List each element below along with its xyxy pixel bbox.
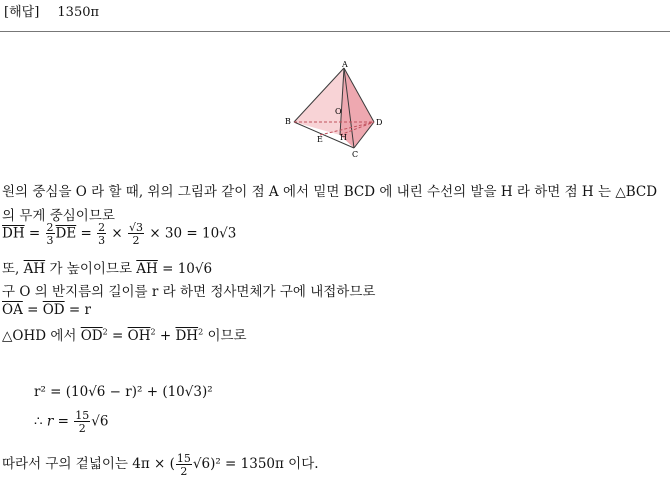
fraction-2-3: $\frac{2}{3}$ [46, 221, 54, 247]
header-divider [0, 31, 670, 32]
answer-value: 1350π [57, 5, 100, 20]
label-e: E [317, 135, 323, 144]
equation-r: ∴ r = $\frac{15}{2}$ √6 [34, 409, 109, 435]
equation-oa-od: $\overline{OA} = \overline{OD} = r$ [2, 302, 91, 318]
tetrahedron-figure [280, 60, 390, 165]
text-line-2: 의 무게 중심이므로 [2, 208, 115, 224]
answer-header [4, 1, 99, 20]
fraction-root3-2: $\frac{√3}{2}$ [129, 221, 144, 247]
text-line-1: 원의 중심을 O 라 할 때, 위의 그림과 같이 점 A 에서 밑면 BCD 에 내린 수선의 발을 H 라 하면 점 H 는 △BCD [2, 184, 658, 200]
text-line-5: 구 O 의 반지름의 길이를 r 라 하면 정사면체가 구에 내접하므로 [2, 284, 376, 300]
label-b: B [285, 117, 291, 126]
label-c: C [352, 150, 359, 159]
fraction-15-2-final: $\frac{15}{2}$ [176, 451, 191, 478]
label-o: O [335, 107, 342, 116]
equation-r-squared: r² = (10√6 − r)² + (10√3)² [34, 384, 213, 400]
equation-dh: $\overline{DH}$ = $\frac{2}{3}$ $\overline{DE}$ = $\frac{2}{3}$ × $\frac{√3}{2}$ × 30 = 10√3 [2, 221, 237, 247]
answer-label: [해답] [4, 5, 40, 20]
label-a: A [342, 60, 348, 69]
final-line: 따라서 구의 겉넓이는 4π × ( $\frac{15}{2}$ √6)² = 1350π 이다. [2, 451, 319, 478]
text-line-4: 또, $\overline{AH}$ 가 높이이므로 $\overline{AH} = 10√6$ [2, 261, 213, 277]
fraction-2-3-b: $\frac{2}{3}$ [98, 221, 106, 247]
label-h: H [340, 133, 347, 142]
equation-ohd: △OHD 에서 $\overline{OD}^2 = \overline{OH}^2 + \overline{DH}^2$ 이므로 [2, 327, 247, 344]
fraction-15-2: $\frac{15}{2}$ [75, 409, 90, 435]
label-d: D [376, 118, 383, 127]
